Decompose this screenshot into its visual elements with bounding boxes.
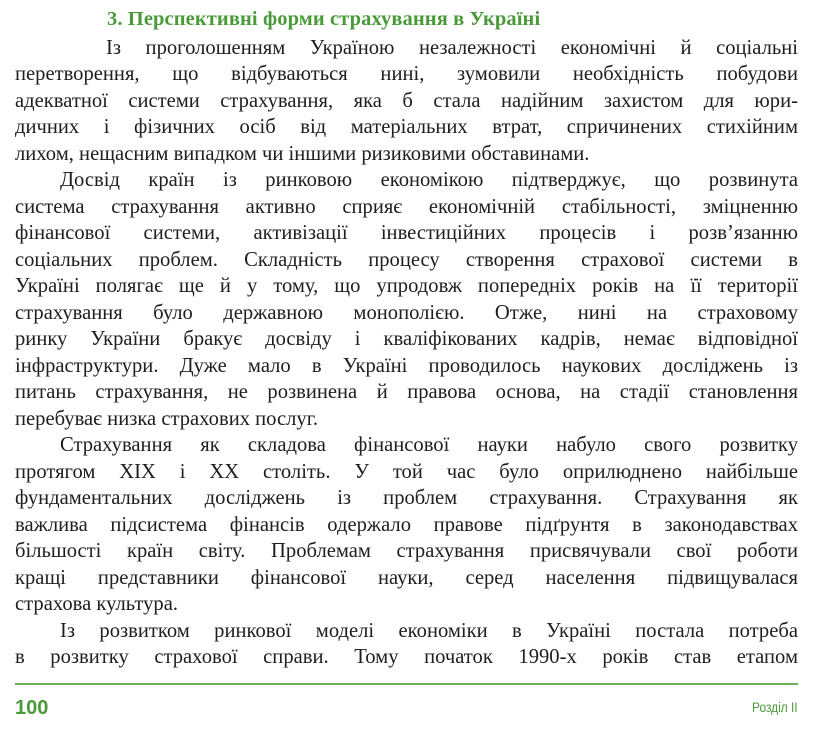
text-line: адекватної системи страхування, яка б стала надійним захистом для юри-: [15, 89, 798, 112]
text-line: Україні полягає ще й у тому, що упродовж попередніх років на її території: [15, 275, 798, 297]
paragraph-1: [15, 35, 798, 168]
section-label: Розділ II: [752, 699, 798, 715]
text-line: лихом, нещасним випадком чи іншими ризиковими обставинами.: [15, 142, 590, 165]
text-line: перетворення, що відбуваються нині, зумовили необхідність побудови: [15, 63, 798, 85]
text-line: протягом XIX і XX століть. У той час було оприлюднено найбільше: [15, 460, 798, 483]
section-heading: 3. Перспективні форми страхування в Україні: [107, 8, 541, 30]
text-line: дичних і фізичних осіб від матеріальних втрат, спричинених стихійним: [15, 116, 798, 138]
text-line: фінансової системи, активізації інвестиційних процесів і розв’язанню: [15, 222, 798, 244]
text-line: більшості країн світу. Проблемам страхування присвячували свої роботи: [15, 540, 798, 562]
text-line: ринку України бракує досвіду і кваліфікованих кадрів, немає відповідної: [15, 328, 798, 350]
footer-divider: [15, 683, 798, 685]
text-line: перебуває низка страхових послуг.: [15, 407, 318, 430]
text-line: в розвитку страхової справи. Тому початок 1990-х років став етапом: [15, 646, 798, 668]
text-line: питань страхування, не розвинена й правова основа, на стадії становлення: [15, 381, 798, 403]
body-text: [15, 35, 798, 671]
paragraph-4: [15, 618, 798, 671]
text-line: Із розвитком ринкової моделі економіки в Україні постала потреба: [60, 619, 798, 642]
text-line: важлива підсистема фінансів одержало правове підґрунтя в законодавствах: [15, 513, 798, 536]
text-line: страхова культура.: [15, 593, 178, 615]
paragraph-3: [15, 432, 798, 618]
text-line: інфраструктури. Дуже мало в Україні проводилось наукових досліджень із: [15, 354, 798, 377]
text-line: Страхування як складова фінансової науки набуло свого розвитку: [60, 434, 798, 456]
text-line: фундаментальних досліджень із проблем страхування. Страхування як: [15, 487, 798, 509]
text-line: соціальних проблем. Складність процесу створення страхової системи в: [15, 248, 798, 271]
text-line: страхування було державною монополією. Отже, нині на страховому: [15, 301, 798, 324]
text-line: система страхування активно сприяє економічній стабільності, зміцненню: [15, 195, 798, 218]
page-number: 100: [15, 697, 49, 719]
text-line: кращі представники фінансової науки, серед населення підвищувалася: [15, 566, 798, 589]
text-line: Із проголошенням Україною незалежності економічні й соціальні: [106, 36, 798, 59]
text-line: Досвід країн із ринковою економікою підтверджує, що розвинута: [60, 169, 798, 191]
paragraph-2: [15, 167, 798, 432]
